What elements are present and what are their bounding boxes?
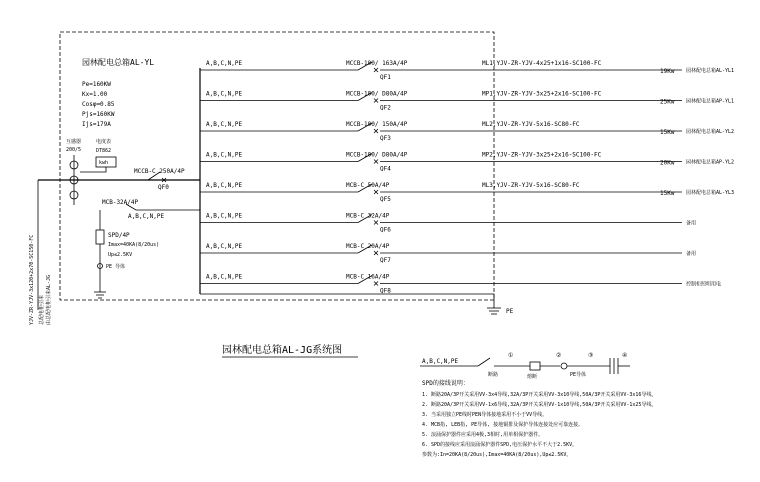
circuit-breaker: MCCB-100/ D80A/4P <box>346 151 408 159</box>
panel-param: Cosφ=0.85 <box>82 101 115 108</box>
pe-ground-line <box>200 294 494 308</box>
circuit-destination: 备用 <box>686 251 697 257</box>
meter-model: DT862 <box>96 148 112 154</box>
circuit-phase: A,B,C,N,PE <box>206 90 243 98</box>
circuit-breaker: MCCB-100/ D80A/4P <box>346 90 408 98</box>
incoming-note: 总配电柜引来 <box>39 294 45 325</box>
circuit-power: 15Kw <box>660 129 675 136</box>
circuit-phase: A,B,C,N,PE <box>206 243 243 250</box>
circuit-phase: A,B,C,N,PE <box>206 273 243 281</box>
legend-fuse-icon <box>530 362 540 370</box>
circuit-breaker-id: QF3 <box>380 135 391 142</box>
meter-link <box>80 167 106 172</box>
circuit-destination: 控制柜照明用电 <box>686 281 722 288</box>
main-breaker-label: MCCB-C 250A/4P <box>134 168 185 175</box>
circuit-breaker: MCCB-100/ 163A/4P <box>346 60 408 67</box>
legend-switch-icon <box>478 358 490 366</box>
circuit-cable: ML1,YJV-ZR-YJV-4x25+1x16-SC100-FC <box>482 60 602 67</box>
circuit-breaker-id: QF6 <box>380 226 391 234</box>
note-line: 参数为:In=20KA(8/20us),Imax=40KA(8/20us),Up≤2.5KV。 <box>422 452 572 458</box>
circuit-breaker-id: QF5 <box>380 196 391 203</box>
pe-ground-icon <box>487 308 501 314</box>
legend-phase: A,B,C,N,PE <box>422 358 459 365</box>
panel-param: Ijs=179A <box>82 121 111 128</box>
panel-param: Kx=1.00 <box>82 91 108 98</box>
circuit-phase: A,B,C,N,PE <box>206 60 243 67</box>
legend-capacitor-icon <box>610 358 618 374</box>
circuit-power: 15Kw <box>660 190 675 197</box>
circuit-cable: MP1,YJV-ZR-YJV-3x25+2x16-SC100-FC <box>482 90 602 98</box>
diagram-title: 园林配电总箱AL-JG系统图 <box>222 345 343 356</box>
outgoing-circuits <box>200 60 734 295</box>
circuit-power: 20Kw <box>660 159 675 167</box>
circuit-breaker: MCCB-100/ 150A/4P <box>346 121 408 128</box>
notes-header: SPD的接线说明： <box>422 380 469 387</box>
circuit-breaker-id: QF1 <box>380 74 391 81</box>
circuit-power: 19Kw <box>660 68 675 75</box>
panel-param: Pjs=160KW <box>82 111 115 118</box>
legend-pe-icon <box>561 363 567 369</box>
meter-unit: kwh <box>99 160 109 166</box>
ct-ratio: 200/5 <box>66 147 82 153</box>
legend-label: PE导体 <box>570 372 587 378</box>
circuit-phase: A,B,C,N,PE <box>206 121 243 128</box>
circuit-breaker-id: QF2 <box>380 104 391 112</box>
spd-imax: Imax=40KA(8/20us) <box>108 242 160 248</box>
main-breaker-id: QF0 <box>158 184 169 191</box>
circuit-destination: 园林配电总箱AL-YL1 <box>686 68 735 74</box>
panel-title: 园林配电总箱AL-YL <box>82 58 155 67</box>
legend-label: 熔断 <box>527 374 538 380</box>
spd-up: Up≤2.5KV <box>108 252 133 258</box>
circuit-breaker: MCB-C 50A/4P <box>346 182 390 189</box>
note-line: 1. 断路20A/3P开关采用VV-3x4导线,32A/3P开关采用VV-3x10导线,50A/3P开关采用VV-3x16导线。 <box>422 392 657 398</box>
circuit-cable: ML2,YJV-ZR-YJV-5x16-SC80-FC <box>482 121 580 128</box>
circuit-phase: A,B,C,N,PE <box>206 151 243 159</box>
note-line: 6. SPD的接线应采用浪涌保护器件SPD,电压保护水平不大于2.5KV。 <box>422 442 578 448</box>
panel-param: Pe=160KW <box>82 81 111 88</box>
circuit-destination: 园林配电总箱AL-YL3 <box>686 190 735 196</box>
pe-box-label: PE 导体 <box>106 264 126 270</box>
circuit-cable: MP2,YJV-ZR-YJV-3x25+2x16-SC100-FC <box>482 151 602 159</box>
spd-phase-label: A,B,C,N,PE <box>128 213 165 220</box>
legend-mark: ② <box>556 352 562 359</box>
spd-name: SPD/4P <box>108 232 130 239</box>
ct-label: 互感器 <box>66 139 82 145</box>
pe-ground-label: PE <box>506 308 514 315</box>
circuit-power: 25Kw <box>660 98 675 106</box>
circuit-phase: A,B,C,N,PE <box>206 212 243 220</box>
circuit-breaker: MCB-C 16A/4P <box>346 273 390 281</box>
note-line: 2. 断路20A/3P开关采用VV-1x6导线,32A/3P开关采用VV-1x10导线,50A/3P开关采用VV-1x25导线。 <box>422 402 657 408</box>
circuit-breaker: MCB-C 32A/4P <box>346 212 390 220</box>
circuit-breaker-id: QF4 <box>380 165 391 173</box>
legend-mark: ③ <box>588 352 594 359</box>
circuit-destination: 园林配电总箱AP-YL2 <box>686 159 735 166</box>
legend-mark: ① <box>508 352 514 359</box>
incoming-note-2: 由总配电柜引来AL-JG <box>46 274 52 325</box>
meter-label: 电度表 <box>96 139 112 145</box>
note-line: 4. MCB指, LEB指, PE导体, 接地铜排及保护导体连接处应可靠连接。 <box>422 422 584 428</box>
note-line: 5. 浪涌保护器件应采用4极,3相时,用单相保护器件。 <box>422 432 544 438</box>
circuit-cable: ML3,YJV-ZR-YJV-5x16-SC80-FC <box>482 182 580 189</box>
circuit-destination: 园林配电总箱AL-YL2 <box>686 129 735 135</box>
circuit-destination: 园林配电总箱AP-YL1 <box>686 98 735 105</box>
note-line: 3. 当采用独立PE线时PEN导体接地采用不小于VV导线。 <box>422 412 548 418</box>
circuit-breaker-id: QF8 <box>380 287 391 295</box>
spd-body <box>96 230 104 244</box>
ground-icon <box>94 292 106 298</box>
circuit-breaker: MCB-C 20A/4P <box>346 243 390 250</box>
legend-label: 断路 <box>488 372 499 378</box>
enclosure-boundary <box>60 32 494 300</box>
circuit-destination: 备用 <box>686 220 697 227</box>
incoming-cable: YJV-ZR-YJV-3x120+2x70-SC150-FC <box>29 234 35 325</box>
spd-breaker-label: MCB-32A/4P <box>102 199 139 206</box>
circuit-breaker-id: QF7 <box>380 257 391 264</box>
legend-mark: ④ <box>622 352 628 359</box>
circuit-phase: A,B,C,N,PE <box>206 182 243 189</box>
